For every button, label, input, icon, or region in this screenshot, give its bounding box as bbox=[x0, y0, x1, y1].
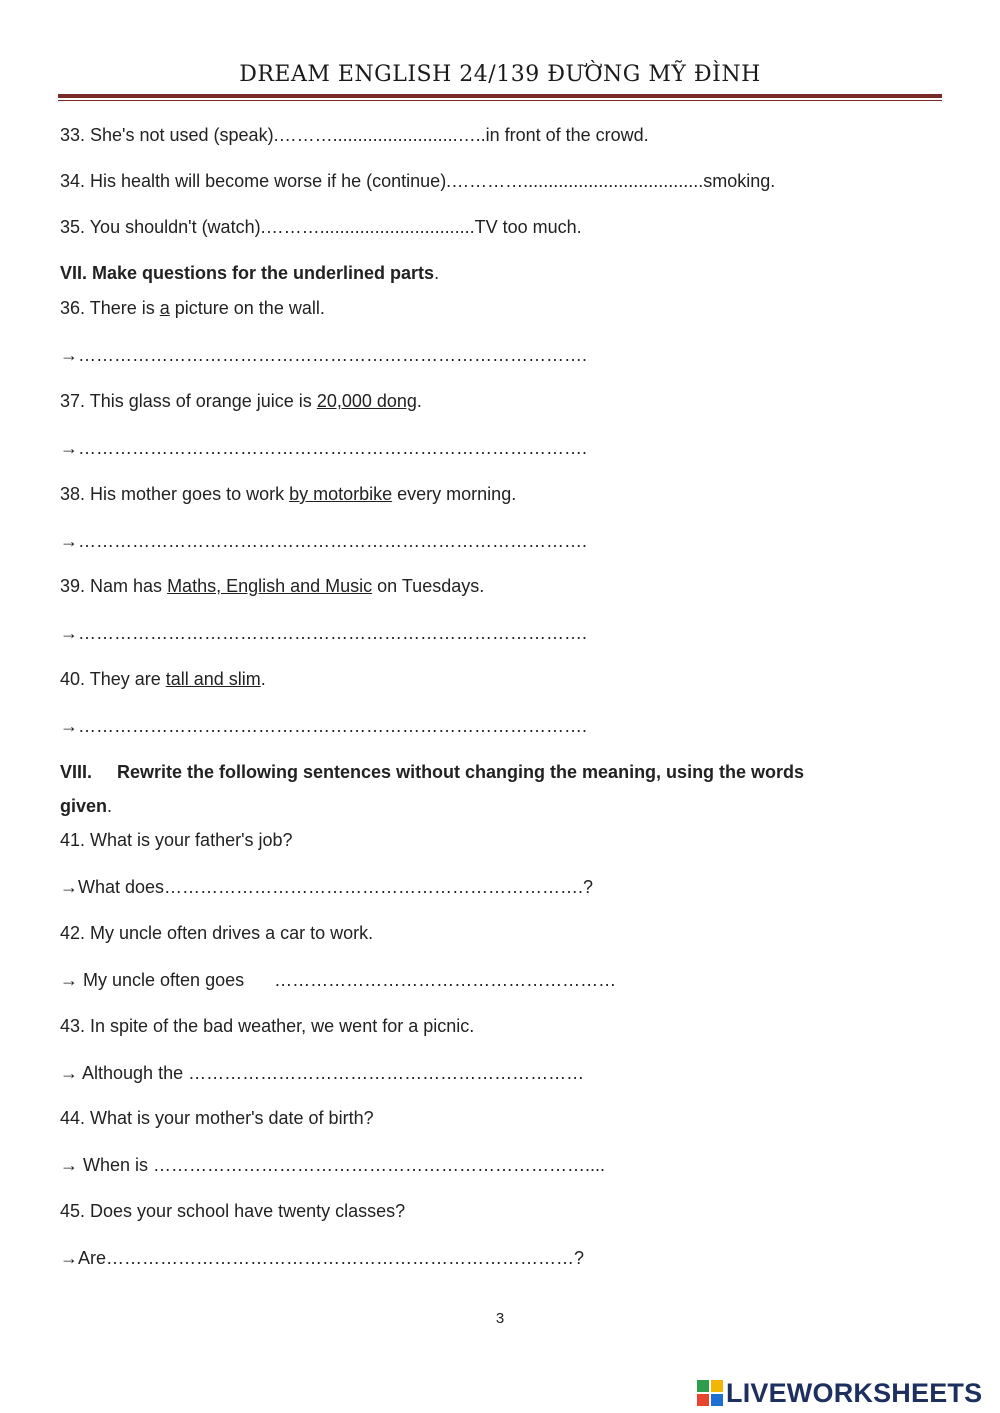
question-43: 43. In spite of the bad weather, we went for a picnic. bbox=[60, 1016, 475, 1036]
page-number: 3 bbox=[495, 1310, 505, 1327]
question-39-text-start: 39. Nam has bbox=[60, 576, 168, 596]
answer-40: →…………………………………………………………………………. bbox=[60, 716, 588, 736]
section-8-heading-line-2 bbox=[60, 795, 112, 817]
section-8-title-line-1: VIII. Rewrite the following sentences without changing the meaning, using the words bbox=[60, 762, 805, 782]
question-40 bbox=[60, 668, 266, 690]
logo-square-red bbox=[697, 1394, 709, 1406]
answer-41: →What does…………………………………………………………….? bbox=[60, 877, 594, 897]
question-45: 45. Does your school have twenty classes? bbox=[60, 1201, 406, 1221]
liveworksheets-logo[interactable] bbox=[697, 1378, 982, 1408]
question-36 bbox=[60, 297, 325, 319]
logo-square-yellow bbox=[711, 1380, 723, 1392]
question-40-underlined: tall and slim bbox=[165, 669, 261, 689]
question-39-text-end: on Tuesdays. bbox=[372, 576, 485, 596]
question-44: 44. What is your mother's date of birth? bbox=[60, 1108, 374, 1128]
question-39 bbox=[60, 575, 484, 597]
answer-38: →…………………………………………………………………………. bbox=[60, 531, 588, 551]
answer-37: →…………………………………………………………………………. bbox=[60, 438, 588, 458]
question-39-underlined: Maths, English and Music bbox=[167, 576, 373, 596]
question-36-text-start: 36. There is bbox=[60, 298, 160, 318]
liveworksheets-logo-text: LIVEWORKSHEETS bbox=[726, 1377, 983, 1408]
question-42: 42. My uncle often drives a car to work. bbox=[60, 923, 374, 943]
question-40-text-start: 40. They are bbox=[60, 669, 166, 689]
header-rule-thin bbox=[58, 100, 942, 101]
answer-43: → Although the ………………………………………………………… bbox=[60, 1063, 585, 1083]
answer-44: → When is ……………………………………………………………….... bbox=[60, 1155, 606, 1175]
answer-39: →…………………………………………………………………………. bbox=[60, 623, 588, 643]
question-36-underlined: a bbox=[159, 298, 170, 318]
page-header-title: DREAM ENGLISH 24/139 ĐƯỜNG MỸ ĐÌNH bbox=[239, 62, 761, 87]
question-37-text-start: 37. This glass of orange juice is bbox=[60, 391, 317, 411]
question-36-text-end: picture on the wall. bbox=[169, 298, 325, 318]
question-38-underlined: by motorbike bbox=[289, 484, 393, 504]
liveworksheets-logo-icon bbox=[697, 1380, 723, 1406]
question-35: 35. You shouldn't (watch).………...............................TV too much. bbox=[60, 217, 582, 237]
question-38-text-end: every morning. bbox=[392, 484, 517, 504]
section-7-title: VII. Make questions for the underlined parts bbox=[60, 263, 435, 283]
section-8-title-line-2: given bbox=[60, 796, 108, 816]
question-38-text-start: 38. His mother goes to work bbox=[60, 484, 290, 504]
logo-square-blue bbox=[711, 1394, 723, 1406]
question-34: 34. His health will become worse if he (continue).…………....................................smoking. bbox=[60, 171, 776, 191]
section-7-heading bbox=[60, 262, 439, 284]
question-37-text-end: . bbox=[416, 391, 422, 411]
section-7-period: . bbox=[434, 263, 440, 283]
question-38 bbox=[60, 483, 516, 505]
logo-square-green bbox=[697, 1380, 709, 1392]
answer-42: → My uncle often goes ………………………………………………… bbox=[60, 970, 617, 990]
question-33: 33. She's not used (speak).……….........................…..in front of the crowd. bbox=[60, 125, 649, 145]
question-41: 41. What is your father's job? bbox=[60, 830, 293, 850]
answer-45: →Are……………………………………………………………………? bbox=[60, 1248, 585, 1268]
question-37 bbox=[60, 390, 422, 412]
question-40-text-end: . bbox=[260, 669, 266, 689]
question-37-underlined: 20,000 dong bbox=[316, 391, 417, 411]
answer-36: →…………………………………………………………………………. bbox=[60, 345, 588, 365]
header-rule-thick bbox=[58, 94, 942, 98]
section-8-period: . bbox=[107, 796, 113, 816]
